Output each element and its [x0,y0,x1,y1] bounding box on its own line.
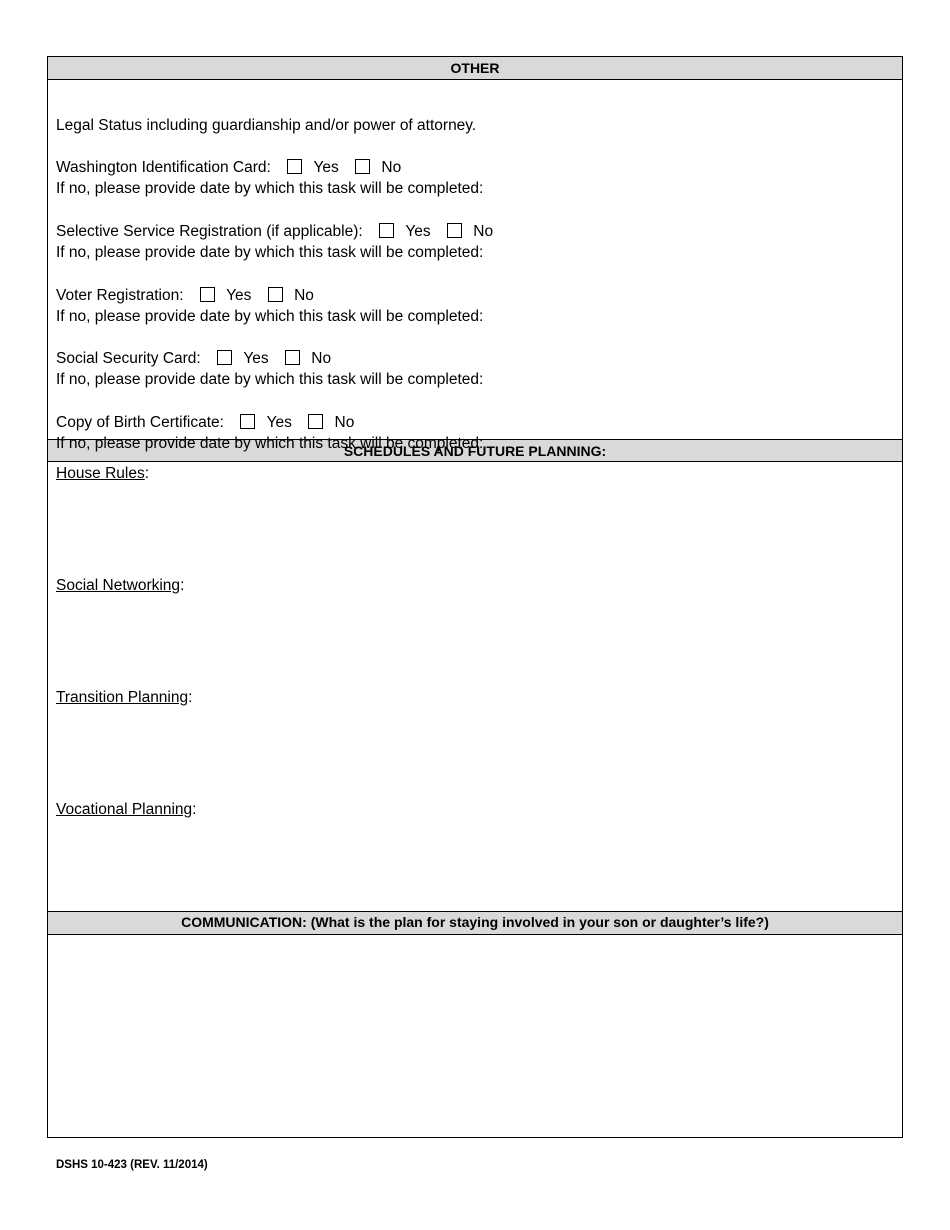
washington-id-no-checkbox[interactable] [355,159,370,174]
voter-registration-label: Voter Registration: [56,287,184,304]
schedules-section-body[interactable] [48,462,902,911]
selective-service-yes-checkbox[interactable] [379,223,394,238]
communication-text-area[interactable] [48,935,902,1137]
social-networking-field [56,576,184,596]
social-security-yes-label: Yes [243,350,269,367]
birth-certificate-no-label: No [334,414,355,431]
birth-certificate-row [56,413,354,433]
house-rules-field [56,464,149,484]
vocational-planning-field [56,800,196,820]
birth-certificate-yes-label: Yes [266,414,292,431]
washington-id-yes-label: Yes [313,159,339,176]
form-table [47,56,903,1138]
house-rules-label: House Rules [56,465,145,482]
vocational-planning-colon: : [192,801,197,818]
house-rules-colon: : [144,465,150,482]
other-section-header: OTHER [48,57,902,80]
washington-id-yes-checkbox[interactable] [287,159,302,174]
selective-service-row [56,222,493,242]
legal-status-text: Legal Status including guardianship and/or power of attorney. [56,117,477,134]
birth-certificate-yes-checkbox[interactable] [240,414,255,429]
form-id-footer: DSHS 10-423 (REV. 11/2014) [56,1159,208,1171]
selective-service-followup: If no, please provide date by which this task will be completed: [56,244,484,261]
voter-registration-followup: If no, please provide date by which this task will be completed: [56,308,484,325]
birth-certificate-label: Copy of Birth Certificate: [56,414,224,431]
selective-service-label: Selective Service Registration (if applicable): [56,223,363,240]
vocational-planning-label: Vocational Planning [56,801,193,818]
selective-service-no-checkbox[interactable] [447,223,462,238]
transition-planning-colon: : [188,689,193,706]
washington-id-row [56,158,401,178]
transition-planning-label: Transition Planning [56,689,189,706]
social-networking-label: Social Networking [56,577,181,594]
voter-registration-row [56,286,314,306]
social-security-no-checkbox[interactable] [285,350,300,365]
washington-id-label: Washington Identification Card: [56,159,271,176]
voter-registration-no-checkbox[interactable] [268,287,283,302]
social-security-no-label: No [311,350,332,367]
schedules-section-header: SCHEDULES AND FUTURE PLANNING: [48,439,902,462]
social-networking-colon: : [180,577,185,594]
transition-planning-field [56,688,192,708]
selective-service-yes-label: Yes [405,223,431,240]
voter-registration-yes-checkbox[interactable] [200,287,215,302]
communication-section-header: COMMUNICATION: (What is the plan for staying involved in your son or daughter’s life?) [48,911,902,935]
washington-id-followup: If no, please provide date by which this task will be completed: [56,180,484,197]
selective-service-no-label: No [473,223,494,240]
birth-certificate-followup: If no, please provide date by which this task will be completed: [56,435,484,452]
birth-certificate-no-checkbox[interactable] [308,414,323,429]
washington-id-no-label: No [381,159,402,176]
voter-registration-no-label: No [294,287,314,304]
voter-registration-yes-label: Yes [226,287,252,304]
social-security-label: Social Security Card: [56,350,201,367]
social-security-followup: If no, please provide date by which this task will be completed: [56,371,484,388]
social-security-row [56,349,331,369]
social-security-yes-checkbox[interactable] [217,350,232,365]
